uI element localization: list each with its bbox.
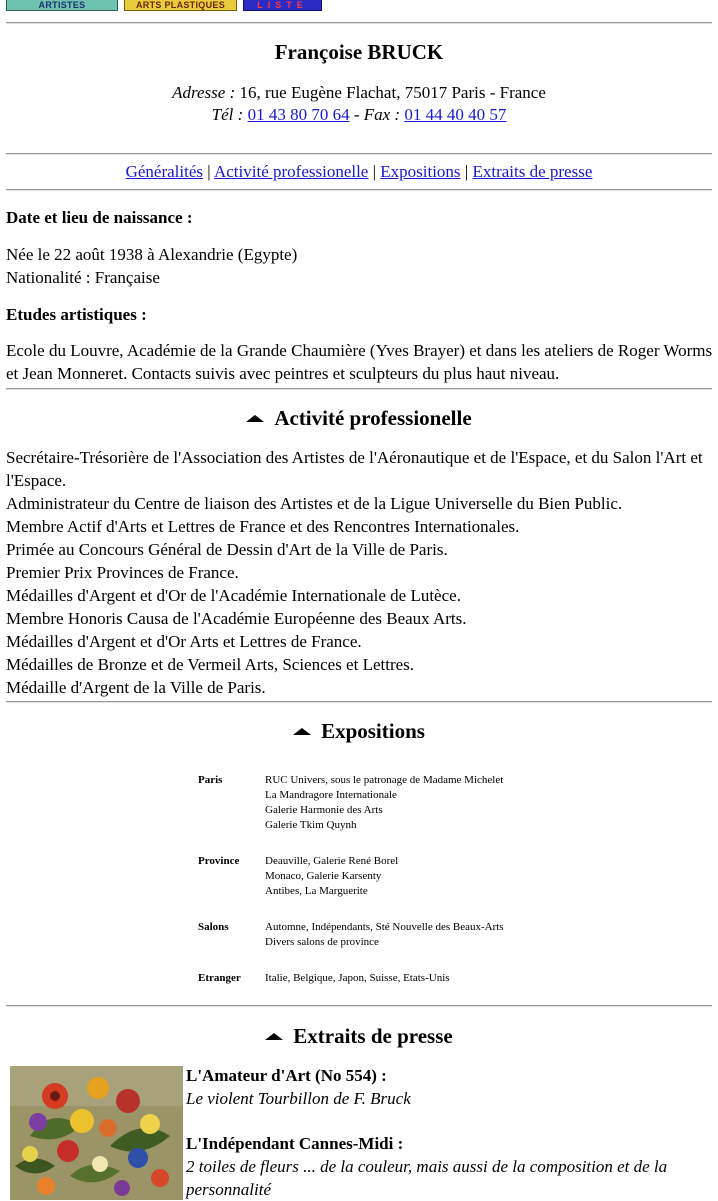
divider	[6, 189, 712, 191]
expo-value: RUC Univers, sous le patronage de Madame Michelet	[265, 774, 504, 786]
contact-block	[0, 82, 718, 126]
expo-value: Antibes, La Marguerite	[265, 885, 368, 897]
expo-row-etranger	[198, 971, 618, 986]
activite-item: Administrateur du Centre de liaison des Artistes et de la Ligue Universelle du Bien Public.	[6, 494, 623, 513]
flower-painting-image	[10, 1066, 183, 1200]
top-banner-strip	[0, 0, 718, 14]
contact-separator: -	[353, 105, 360, 124]
expo-key: Etranger	[198, 972, 241, 984]
divider	[6, 388, 712, 390]
banner-artistes[interactable]: ARTISTES	[6, 0, 118, 11]
press-quote: 2 toiles de fleurs ... de la couleur, mais aussi de la composition et de la personnalité	[186, 1157, 668, 1199]
expo-row-province	[198, 854, 618, 899]
fax-label: Fax :	[363, 105, 401, 124]
page-title: Françoise BRUCK	[274, 40, 444, 64]
section-title-text: Expositions	[321, 719, 425, 743]
divider	[6, 153, 712, 155]
activite-item: Membre Honoris Causa de l'Académie Européenne des Beaux Arts.	[6, 609, 467, 628]
up-triangle-icon[interactable]	[293, 728, 311, 735]
expo-key: Province	[198, 855, 240, 867]
nav-separator: |	[464, 162, 469, 181]
birth-heading: Date et lieu de naissance :	[6, 208, 193, 227]
divider	[6, 1005, 712, 1007]
press-quote: Le violent Tourbillon de F. Bruck	[186, 1089, 411, 1108]
tel-link[interactable]: 01 43 80 70 64	[247, 105, 350, 124]
activite-list	[6, 446, 714, 699]
expo-value: Automne, Indépendants, Sté Nouvelle des Beaux-Arts	[265, 921, 504, 933]
section-title-text: Activité professionelle	[274, 406, 472, 430]
expo-value: La Mandragore Internationale	[265, 789, 397, 801]
activite-item: Primée au Concours Général de Dessin d'Art de la Ville de Paris.	[6, 540, 448, 559]
address-line	[0, 82, 718, 104]
activite-item: Premier Prix Provinces de France.	[6, 563, 239, 582]
studies-text: Ecole du Louvre, Académie de la Grande Chaumière (Yves Brayer) et dans les ateliers de Roger Worms et Jean Monneret. Contacts suivis avec peintres et sculpteurs du plus haut niveau.	[6, 341, 713, 383]
activite-item: Médailles de Bronze et de Vermeil Arts, Sciences et Lettres.	[6, 655, 415, 674]
tel-label: Tél :	[211, 105, 244, 124]
nav-expositions[interactable]: Expositions	[380, 162, 461, 181]
press-source: L'Indépendant Cannes-Midi :	[186, 1134, 404, 1153]
expo-value: Monaco, Galerie Karsenty	[265, 870, 382, 882]
nav-separator: |	[372, 162, 377, 181]
expo-value: Galerie Tkim Quynh	[265, 819, 357, 831]
expo-value: Deauville, Galerie René Borel	[265, 855, 399, 867]
birth-line: Née le 22 août 1938 à Alexandrie (Egypte)	[6, 245, 298, 264]
address-label: Adresse :	[172, 83, 236, 102]
activite-item: Médailles d'Argent et d'Or de l'Académie Internationale de Lutèce.	[6, 586, 461, 605]
up-triangle-icon[interactable]	[265, 1033, 283, 1040]
expo-row-paris	[198, 773, 618, 833]
press-source: L'Amateur d'Art (No 554) :	[186, 1066, 387, 1085]
divider	[6, 22, 712, 24]
nav-separator: |	[207, 162, 211, 181]
section-title-expositions	[0, 719, 718, 744]
expo-key: Paris	[198, 774, 223, 786]
expo-value: Divers salons de province	[265, 936, 379, 948]
up-triangle-icon[interactable]	[246, 415, 264, 422]
nav-generalites[interactable]: Généralités	[125, 162, 204, 181]
expo-value: Italie, Belgique, Japon, Suisse, Etats-Unis	[265, 972, 450, 984]
expo-value: Galerie Harmonie des Arts	[265, 804, 383, 816]
banner-liste[interactable]: LISTE	[243, 0, 322, 11]
activite-item: Secrétaire-Trésorière de l'Association des Artistes de l'Aéronautique et de l'Espace, et du Salon l'Art et l'Espace.	[6, 448, 703, 490]
activite-item: Médaille d'Argent de la Ville de Paris.	[6, 678, 266, 697]
section-title-presse	[0, 1024, 718, 1049]
birth-info	[6, 243, 714, 289]
section-title-text: Extraits de presse	[293, 1024, 453, 1048]
expo-key: Salons	[198, 921, 229, 933]
expo-row-salons	[198, 920, 618, 950]
section-title-activite	[0, 406, 718, 431]
section-nav	[0, 162, 718, 182]
banner-arts-plastiques[interactable]: ARTS PLASTIQUES	[124, 0, 237, 11]
address-value: 16, rue Eugène Flachat, 75017 Paris - France	[239, 83, 546, 102]
nav-activite[interactable]: Activité professionelle	[213, 162, 369, 181]
studies-heading: Etudes artistiques :	[6, 305, 147, 324]
activite-item: Membre Actif d'Arts et Lettres de France et des Rencontres Internationales.	[6, 517, 520, 536]
nav-presse[interactable]: Extraits de presse	[472, 162, 593, 181]
activite-item: Médailles d'Argent et d'Or Arts et Lettres de France.	[6, 632, 362, 651]
divider	[6, 701, 712, 703]
phone-line	[0, 104, 718, 126]
fax-link[interactable]: 01 44 40 40 57	[404, 105, 507, 124]
press-extracts	[186, 1064, 714, 1201]
nationality-line: Nationalité : Française	[6, 268, 160, 287]
